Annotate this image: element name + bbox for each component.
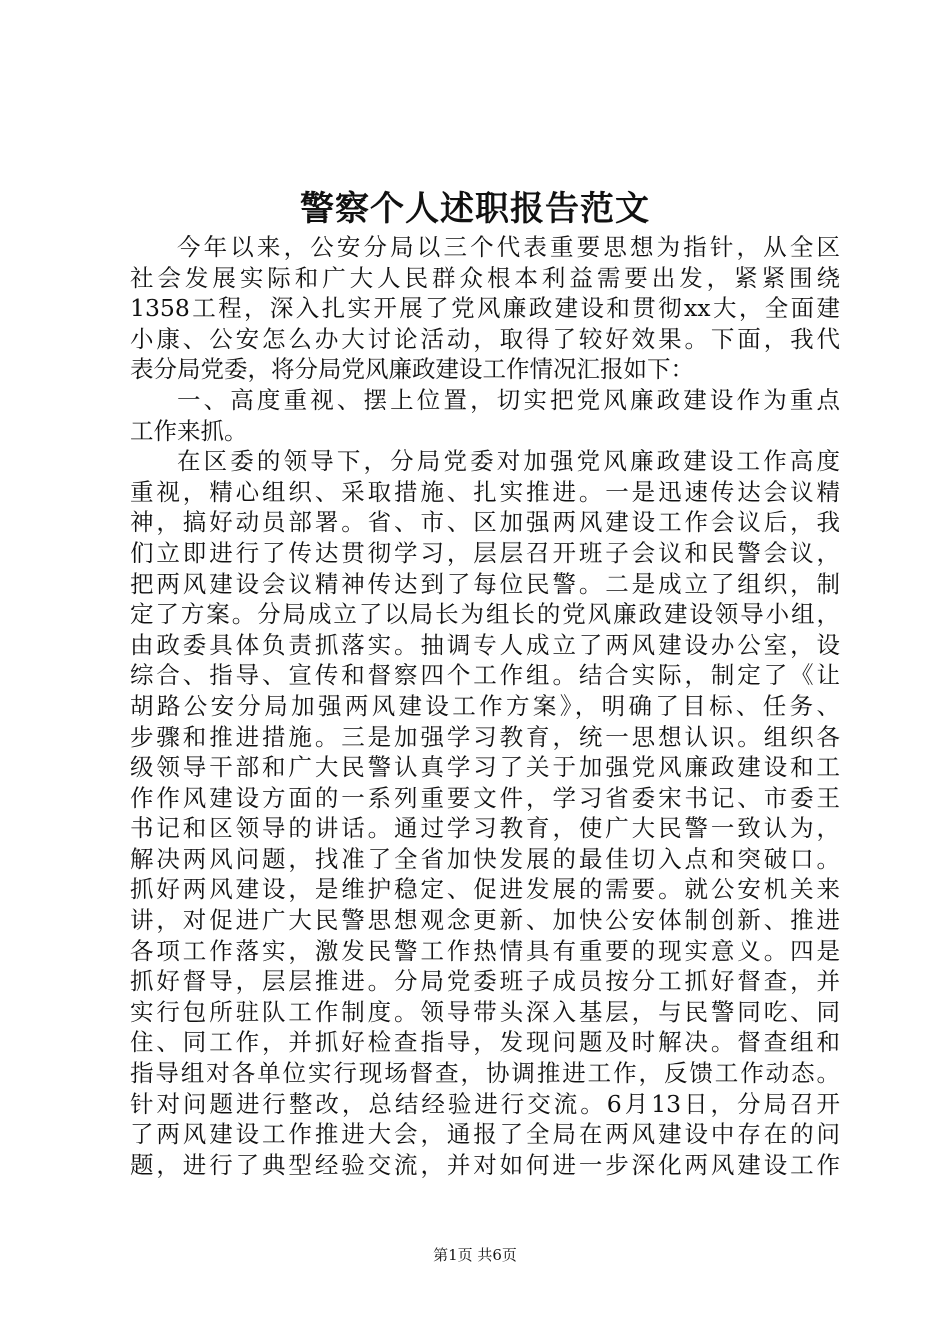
text-line: 们立即进行了传达贯彻学习，层层召开班子会议和民警会议， [130, 538, 840, 567]
text-line: 定了方案。分局成立了以局长为组长的党风廉政建设领导小组， [130, 600, 840, 629]
text-line: 把两风建设会议精神传达到了每位民警。二是成立了组织，制 [130, 569, 840, 598]
text-line: 在区委的领导下，分局党委对加强党风廉政建设工作高度 [177, 447, 840, 476]
text-line: 了两风建设工作推进大会，通报了全局在两风建设中存在的问 [130, 1120, 840, 1149]
text-line: 各项工作落实，激发民警工作热情具有重要的现实意义。四是 [130, 936, 840, 965]
section-heading-line: 工作来抓。 [130, 416, 248, 445]
text-line: 作作风建设方面的一系列重要文件，学习省委宋书记、市委王 [130, 783, 840, 812]
text-line: 解决两风问题，找准了全省加快发展的最佳切入点和突破口。 [130, 844, 840, 873]
text-line: 指导组对各单位实行现场督查，协调推进工作，反馈工作动态。 [130, 1059, 840, 1088]
text-line: 讲，对促进广大民警思想观念更新、加快公安体制创新、推进 [130, 906, 840, 935]
text-line: 书记和区领导的讲话。通过学习教育，使广大民警一致认为， [130, 814, 840, 843]
document-title: 警察个人述职报告范文 [300, 189, 650, 229]
text-line: 题，进行了典型经验交流，并对如何进一步深化两风建设工作 [130, 1150, 840, 1179]
section-heading-line: 一、高度重视、摆上位置，切实把党风廉政建设作为重点 [177, 385, 840, 414]
text-line: 今年以来，公安分局以三个代表重要思想为指针，从全区 [177, 233, 840, 261]
text-line: 实行包所驻队工作制度。领导带头深入基层，与民警同吃、同 [130, 997, 840, 1026]
text-line: 1358工程，深入扎实开展了党风廉政建设和贯彻xx大，全面建 [130, 294, 840, 323]
text-line: 社会发展实际和广大人民群众根本利益需要出发，紧紧围绕 [130, 263, 840, 292]
text-line: 抓好督导，层层推进。分局党委班子成员按分工抓好督查，并 [130, 967, 840, 996]
text-line: 级领导干部和广大民警认真学习了关于加强党风廉政建设和工 [130, 753, 840, 782]
text-line: 针对问题进行整改，总结经验进行交流。6月13日，分局召开 [130, 1089, 840, 1118]
text-line: 抓好两风建设，是维护稳定、促进发展的需要。就公安机关来 [130, 875, 840, 904]
text-line: 重视，精心组织、采取措施、扎实推进。一是迅速传达会议精 [130, 477, 840, 506]
text-line: 表分局党委，将分局党风廉政建设工作情况汇报如下： [130, 355, 694, 384]
text-line: 神，搞好动员部署。省、市、区加强两风建设工作会议后，我 [130, 508, 840, 537]
document-body [130, 232, 840, 1180]
text-line: 小康、公安怎么办大讨论活动，取得了较好效果。下面，我代 [130, 324, 840, 353]
text-line: 综合、指导、宣传和督察四个工作组。结合实际，制定了《让 [130, 661, 840, 690]
text-line: 步骤和推进措施。三是加强学习教育，统一思想认识。组织各 [130, 722, 840, 751]
text-line: 由政委具体负责抓落实。抽调专人成立了两风建设办公室，设 [130, 630, 840, 659]
page-number-footer: 第1页 共6页 [433, 1246, 517, 1264]
text-line: 胡路公安分局加强两风建设工作方案》，明确了目标、任务、 [130, 691, 840, 720]
text-line: 住、同工作，并抓好检查指导，发现问题及时解决。督查组和 [130, 1028, 840, 1057]
